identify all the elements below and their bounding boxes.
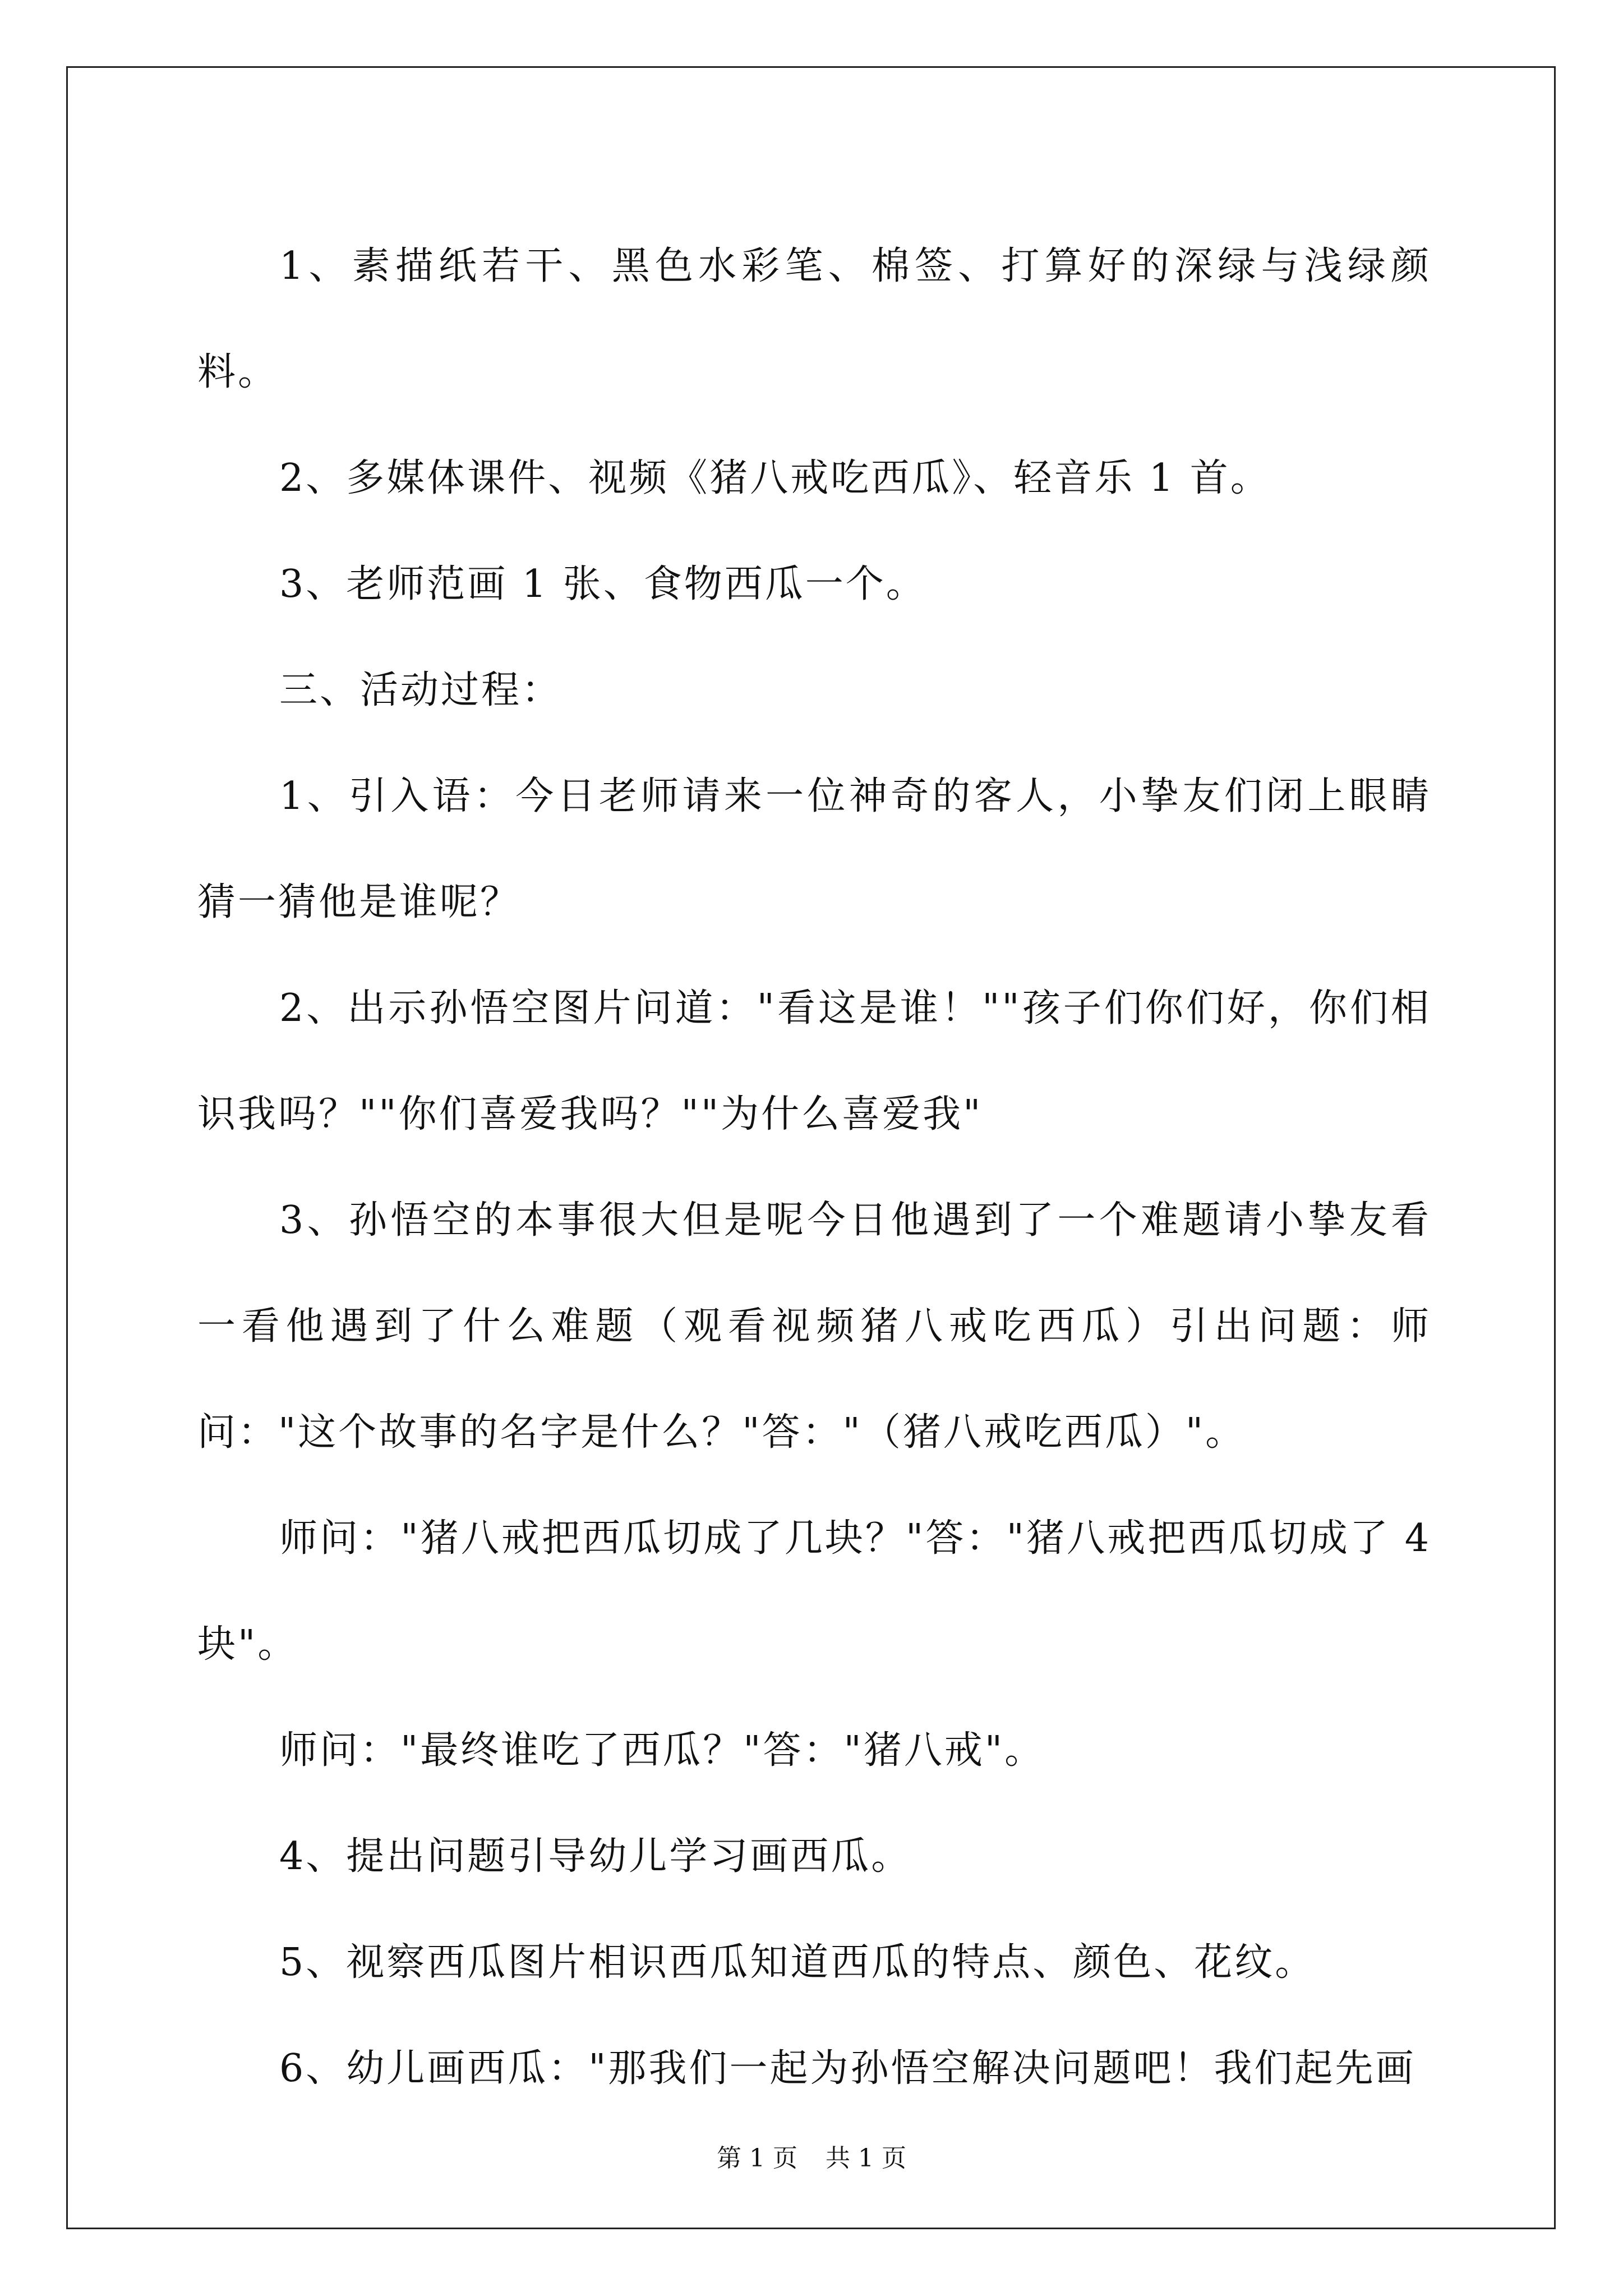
paragraph-step-6: 6、幼儿画西瓜："那我们一起为孙悟空解决问题吧！我们起先画	[279, 2046, 1416, 2091]
paragraph-step-2: 2、出示孙悟空图片问道："看这是谁！""孩子们你们好，你们相识我吗？""你们喜爱我吗？""为什么喜爱我"	[197, 986, 1431, 1137]
page-number-current: 第 1 页	[717, 2144, 797, 2173]
page-number-total: 共 1 页	[826, 2144, 906, 2173]
paragraph-materials-1: 1、素描纸若干、黑色水彩笔、棉签、打算好的深绿与浅绿颜料。	[197, 244, 1431, 394]
page-footer	[0, 2142, 1623, 2175]
paragraph-step-4: 4、提出问题引导幼儿学习画西瓜。	[279, 1834, 912, 1879]
paragraph-question-who-ate: 师问："最终谁吃了西瓜？"答："猪八戒"。	[279, 1728, 1045, 1773]
section-heading-activity-process: 三、活动过程：	[279, 668, 562, 712]
paragraph-materials-3: 3、老师范画 1 张、食物西瓜一个。	[279, 562, 926, 606]
paragraph-step-5: 5、视察西瓜图片相识西瓜知道西瓜的特点、颜色、花纹。	[279, 1940, 1316, 1985]
paragraph-step-3: 3、孙悟空的本事很大但是呢今日他遇到了一个难题请小挚友看一看他遇到了什么难题（观看视频猪八戒吃西瓜）引出问题：师问："这个故事的名字是什么？"答："（猪八戒吃西瓜）"。	[197, 1198, 1431, 1455]
paragraph-question-pieces: 师问："猪八戒把西瓜切成了几块？"答："猪八戒把西瓜切成了 4 块"。	[197, 1516, 1431, 1667]
paragraph-materials-2: 2、多媒体课件、视频《猪八戒吃西瓜》、轻音乐 1 首。	[279, 456, 1271, 500]
paragraph-step-1: 1、引入语：今日老师请来一位神奇的客人，小挚友们闭上眼睛猜一猜他是谁呢？	[197, 774, 1431, 924]
document-body	[197, 213, 1431, 2122]
